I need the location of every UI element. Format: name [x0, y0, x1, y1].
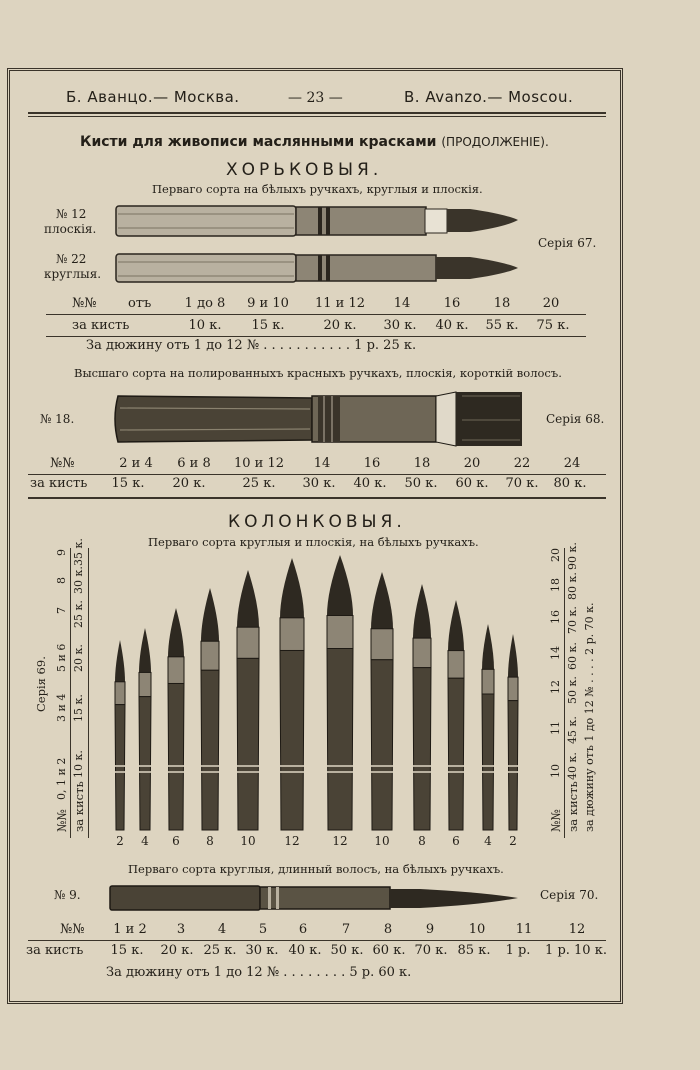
khorkovyya-price: 15 к.	[251, 318, 285, 333]
khorkovyya-nums-prefix: отъ	[128, 296, 152, 311]
long-price-label: за кисть	[26, 943, 84, 958]
premium-size: 22	[513, 456, 531, 471]
right-nums-label: №№	[549, 809, 563, 832]
series-70: Серія 70.	[540, 888, 599, 902]
left-price: 10 к.	[72, 750, 85, 778]
left-size: 0, 1 и 2	[55, 757, 68, 800]
right-price: 80 к.	[566, 572, 579, 600]
left-price: 35 к.	[72, 538, 85, 566]
long-dozen: За дюжину отъ 1 до 12 № . . . . . . . . 5 р. 60 к.	[106, 965, 412, 980]
long-price: 1 р. 10 к.	[545, 943, 607, 958]
khorkovyya-size: 20	[542, 296, 560, 311]
right-price: 60 к.	[566, 642, 579, 670]
right-dozen: за дюжину отъ 1 до 12 № . . . . 2 р. 70 к.	[583, 602, 596, 832]
right-price: 70 к.	[566, 606, 579, 634]
brush-size-number: 2	[509, 834, 517, 848]
khorkovyya-size: 11 и 12	[314, 296, 366, 311]
long-price: 70 к.	[414, 943, 448, 958]
khorkovyya-size: 18	[493, 296, 511, 311]
right-price: 50 к.	[566, 676, 579, 704]
brush-size-number: 12	[284, 834, 300, 848]
khorkovyya-price: 30 к.	[383, 318, 417, 333]
long-price: 85 к.	[457, 943, 491, 958]
long-size: 1 и 2	[113, 922, 147, 937]
left-price: 15 к.	[72, 694, 85, 722]
premium-size: 14	[313, 456, 331, 471]
header-right: В. Avanzo.— Moscou.	[404, 88, 574, 106]
right-size: 14	[549, 646, 562, 660]
left-size: 3 и 4	[55, 693, 68, 722]
long-price: 20 к.	[160, 943, 194, 958]
header-left: Б. Аванцо.— Москва.	[66, 88, 240, 106]
premium-nums-label: №№	[50, 456, 75, 471]
section-heading-kolonkovyya: КОЛОНКОВЫЯ.	[228, 512, 406, 532]
left-size: 5 и 6	[55, 643, 68, 672]
brush1-number: № 12	[56, 207, 87, 221]
premium-price: 40 к.	[353, 476, 387, 491]
right-size: 10	[549, 764, 562, 778]
long-size: 7	[341, 922, 351, 937]
long-subtitle: Перваго сорта круглыя, длинный волосъ, на бѣлыхъ ручкахъ.	[128, 862, 504, 876]
long-size: 10	[468, 922, 486, 937]
premium-price: 15 к.	[111, 476, 145, 491]
table-rule	[28, 940, 606, 941]
premium-size: 18	[413, 456, 431, 471]
left-price: 25 к.	[72, 600, 85, 628]
brush-size-number: 10	[374, 834, 390, 848]
khorkovyya-nums-label: №№	[72, 296, 97, 311]
khorkovyya-price: 55 к.	[485, 318, 519, 333]
long-number: № 9.	[54, 888, 81, 902]
right-price: 45 к.	[566, 716, 579, 744]
long-price: 50 к.	[330, 943, 364, 958]
premium-price: 30 к.	[302, 476, 336, 491]
left-size: 9	[55, 549, 68, 556]
khorkovyya-price: 20 к.	[323, 318, 357, 333]
long-price: 60 к.	[372, 943, 406, 958]
right-price: 40 к.	[566, 752, 579, 780]
title-main: Кисти для живописи маслянными красками	[80, 134, 437, 150]
long-size: 8	[383, 922, 393, 937]
long-size: 6	[298, 922, 308, 937]
left-size: 8	[55, 577, 68, 584]
long-size: 5	[258, 922, 268, 937]
khorkovyya-size: 14	[393, 296, 411, 311]
series-68: Серія 68.	[546, 412, 605, 426]
khorkovyya-dozen: За дюжину отъ 1 до 12 № . . . . . . . . . . . 1 р. 25 к.	[86, 338, 417, 353]
left-price: 30 к.	[72, 566, 85, 594]
kolonkovyya-subtitle: Перваго сорта круглыя и плоскія, на бѣлыхъ ручкахъ.	[148, 535, 479, 549]
series-69: Серія 69.	[34, 656, 48, 712]
khorkovyya-price: 10 к.	[188, 318, 222, 333]
left-price-label: за кисть	[72, 781, 86, 832]
long-nums-label: №№	[60, 922, 85, 937]
page-number: — 23 —	[288, 90, 343, 106]
brush-size-number: 6	[172, 834, 180, 848]
khorkovyya-size: 9 и 10	[247, 296, 289, 311]
section-heading-khorkovyya: ХОРЬКОВЫЯ.	[226, 160, 383, 180]
premium-size: 10 и 12	[233, 456, 285, 471]
brush-size-number: 4	[141, 834, 149, 848]
khorkovyya-subtitle: Перваго сорта на бѣлыхъ ручкахъ, круглыя и плоскія.	[152, 182, 483, 196]
khorkovyya-price: 40 к.	[435, 318, 469, 333]
khorkovyya-price: 75 к.	[536, 318, 570, 333]
premium-size: 16	[363, 456, 381, 471]
premium-price: 25 к.	[242, 476, 276, 491]
long-size: 4	[217, 922, 227, 937]
right-size: 18	[549, 578, 562, 592]
premium-price: 80 к.	[553, 476, 587, 491]
premium-price: 20 к.	[172, 476, 206, 491]
right-price-label: за кисть	[566, 781, 580, 832]
premium-subtitle: Высшаго сорта на полированныхъ красныхъ ручкахъ, плоскія, короткій волосъ.	[74, 366, 562, 380]
brush-size-number: 4	[484, 834, 492, 848]
long-price: 15 к.	[110, 943, 144, 958]
brush-size-number: 10	[240, 834, 256, 848]
right-size: 11	[549, 721, 562, 735]
premium-price: 70 к.	[505, 476, 539, 491]
brush1-type: плоскія.	[44, 222, 97, 236]
brush-size-number: 8	[206, 834, 214, 848]
long-size: 3	[176, 922, 186, 937]
title-paren: (ПРОДОЛЖЕНІЕ).	[441, 135, 549, 149]
left-price: 20 к.	[72, 644, 85, 672]
brush2-type: круглыя.	[44, 267, 102, 281]
right-size: 20	[549, 548, 562, 562]
brush-size-number: 6	[452, 834, 460, 848]
premium-size: 20	[463, 456, 481, 471]
premium-price: 50 к.	[404, 476, 438, 491]
khorkovyya-size: 16	[443, 296, 461, 311]
right-price: 90 к.	[566, 542, 579, 570]
premium-size: 2 и 4	[119, 456, 153, 471]
premium-size: 6 и 8	[177, 456, 211, 471]
right-size: 16	[549, 610, 562, 624]
left-size: 7	[55, 607, 68, 614]
long-price: 25 к.	[203, 943, 237, 958]
premium-price-label: за кисть	[30, 476, 88, 491]
long-size: 11	[515, 922, 533, 937]
long-price: 40 к.	[288, 943, 322, 958]
long-size: 9	[425, 922, 435, 937]
brush-size-number: 12	[332, 834, 348, 848]
brush-size-number: 2	[116, 834, 124, 848]
long-size: 12	[568, 922, 586, 937]
long-price: 30 к.	[245, 943, 279, 958]
premium-price: 60 к.	[455, 476, 489, 491]
long-price: 1 р.	[505, 943, 531, 958]
right-size: 12	[549, 680, 562, 694]
khorkovyya-price-label: за кисть	[72, 318, 130, 333]
premium-number: № 18.	[40, 412, 75, 426]
series-67: Серія 67.	[538, 236, 597, 250]
brush2-number: № 22	[56, 252, 87, 266]
premium-size: 24	[563, 456, 581, 471]
khorkovyya-size: 1 до 8	[184, 296, 226, 311]
brush-size-number: 8	[418, 834, 426, 848]
left-nums-label: №№	[55, 809, 69, 832]
